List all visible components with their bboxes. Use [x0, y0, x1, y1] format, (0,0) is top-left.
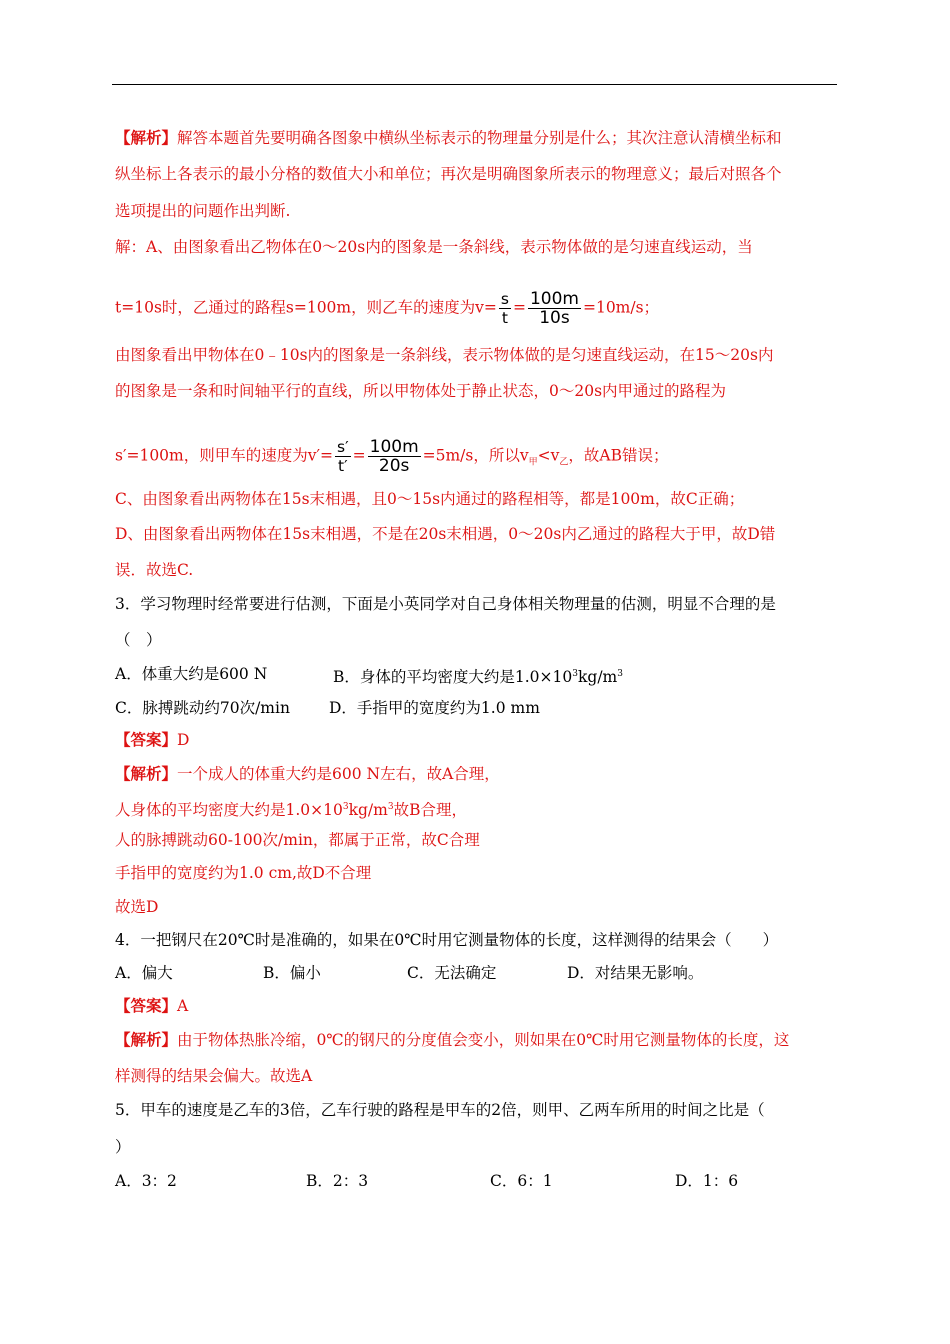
q3-options-row-2 [115, 698, 540, 718]
q5-option-c: C．6：1 [490, 1172, 553, 1190]
q3-options-row-1 [115, 664, 623, 687]
q4-option-d: D．对结果无影响。 [567, 964, 704, 982]
q5-options [115, 1171, 739, 1191]
q4-stem: 4．一把钢尺在20℃时是准确的，如果在0℃时用它测量物体的长度，这样测得的结果会（ ） [115, 931, 779, 949]
q3-analysis-1: 【解析】一个成人的体重大约是600 N左右，故A合理， [115, 764, 500, 783]
q5-stem-1: 5．甲车的速度是乙车的3倍，乙车行驶的路程是甲车的2倍，则甲、乙两车所用的时间之比是（ [115, 1101, 765, 1119]
solution-line-1: 解：A、由图象看出乙物体在0～20s内的图象是一条斜线，表示物体做的是匀速直线运动，当 [115, 238, 753, 256]
q3-analysis-2: 人身体的平均密度大约是$1.0\times 10^3kg/m^3$故B合理， [115, 801, 467, 820]
fraction-s-over-t: $\frac{s}{t}$ [500, 290, 509, 327]
analysis-tag: 【解析】 [115, 128, 178, 147]
q4-option-c: C．无法确定 [407, 964, 497, 982]
q4-options [115, 963, 704, 983]
q5-option-b: B．2：3 [306, 1172, 369, 1190]
header-rule [112, 84, 837, 85]
q5-option-d: D．1：6 [675, 1172, 739, 1190]
q3-analysis-5: 故选D [115, 898, 159, 916]
q3-option-c: C．脉搏跳动约70次/min [115, 699, 290, 717]
solution-line-8: 误．故选C. [115, 561, 194, 579]
fraction-100m-over-10s: $\frac{100m}{10s}$ [529, 289, 579, 328]
q3-answer: 【答案】D [115, 730, 190, 749]
q5-stem-2: ） [115, 1138, 131, 1156]
solution-line-5: s′=100m，则甲车的速度为v′= $\frac{s'}{t'}$ = $\frac{100m}{20s}$ =5m/s，所以$v_甲<v_乙$，故AB错误； [115, 437, 669, 476]
q5-option-a: A．3：2 [115, 1172, 177, 1190]
q3-option-d: D．手指甲的宽度约为1.0 mm [329, 699, 540, 717]
q3-analysis-4: 手指甲的宽度约为1.0 cm,故D不合理 [115, 864, 372, 882]
q4-option-b: B．偏小 [263, 964, 321, 982]
solution-line-2: t=10s时，乙通过的路程s=100m，则乙车的速度为v= $\frac{s}{t}$ = $\frac{100m}{10s}$ =10m/s； [115, 289, 660, 328]
fraction-100m-over-20s: $\frac{100m}{20s}$ [369, 437, 419, 476]
q4-option-a: A．偏大 [115, 964, 173, 982]
q3-option-b: B．身体的平均密度大约是$1.0\times 10^3kg/m^3$ [333, 668, 623, 687]
q4-analysis-1: 【解析】由于物体热胀冷缩，0℃的钢尺的分度值会变小，则如果在0℃时用它测量物体的长度，这 [115, 1030, 790, 1049]
q3-analysis-3: 人的脉搏跳动60-100次/min，都属于正常，故C合理 [115, 831, 480, 849]
analysis-line-1: 【解析】解答本题首先要明确各图象中横纵坐标表示的物理量分别是什么；其次注意认清横坐标和 [115, 128, 782, 147]
analysis-line-2: 纵坐标上各表示的最小分格的数值大小和单位；再次是明确图象所表示的物理意义；最后对照各个 [115, 165, 782, 183]
solution-line-7: D、由图象看出两物体在15s末相遇，不是在20s末相遇，0～20s内乙通过的路程大于甲，故D错 [115, 525, 776, 543]
q3-stem-2: （ ） [115, 631, 162, 649]
fraction-s-prime-over-t-prime: $\frac{s'}{t'}$ [337, 438, 349, 475]
q3-stem-1: 3．学习物理时经常要进行估测，下面是小英同学对自己身体相关物理量的估测，明显不合理的是 [115, 595, 776, 613]
solution-line-6: C、由图象看出两物体在15s末相遇，且0～15s内通过的路程相等，都是100m，故C正确； [115, 490, 745, 508]
q4-analysis-2: 样测得的结果会偏大。故选A [115, 1067, 313, 1085]
solution-line-3: 由图象看出甲物体在0﹣10s内的图象是一条斜线，表示物体做的是匀速直线运动，在15～20s内 [115, 346, 774, 364]
q4-answer: 【答案】A [115, 996, 189, 1015]
analysis-line-3: 选项提出的问题作出判断. [115, 202, 291, 220]
q3-option-a: A．体重大约是600 N [115, 665, 268, 683]
solution-line-4: 的图象是一条和时间轴平行的直线，所以甲物体处于静止状态，0～20s内甲通过的路程为 [115, 382, 727, 400]
